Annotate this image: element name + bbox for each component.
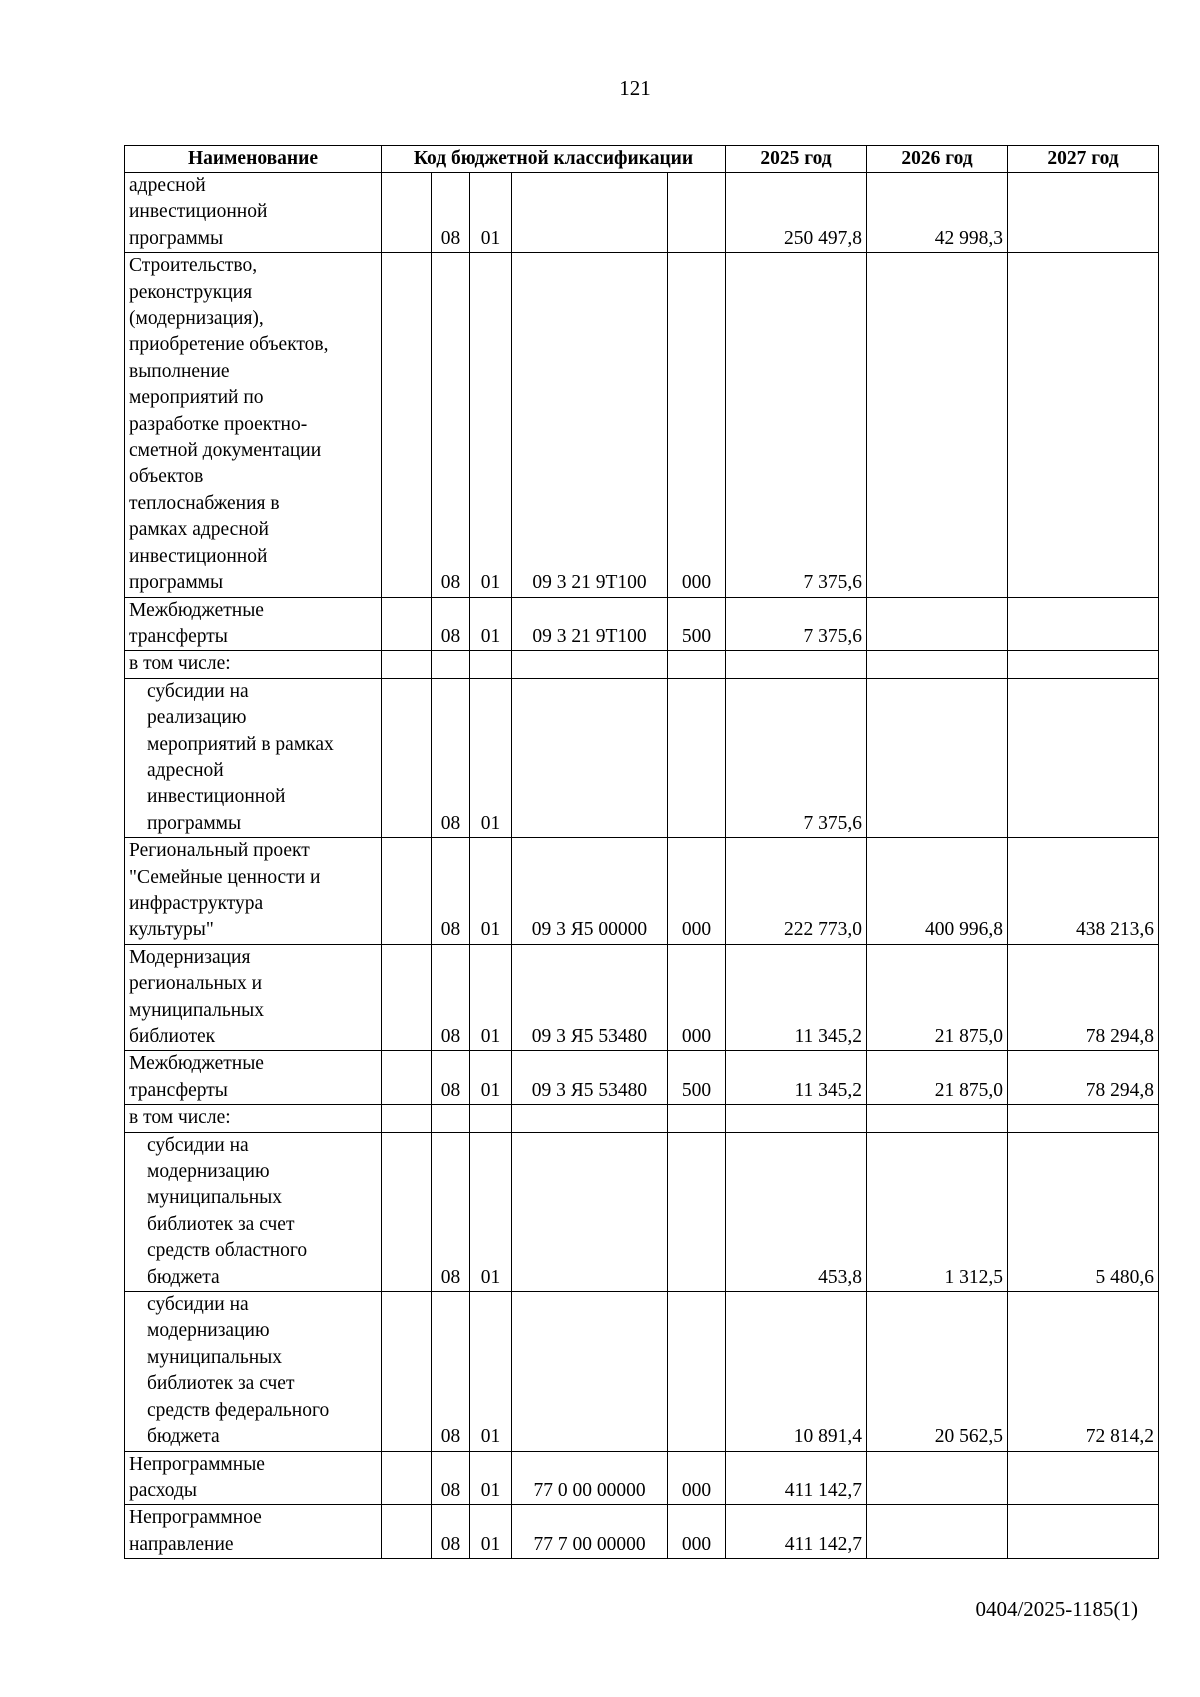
table-row [125, 1051, 1159, 1105]
table-row [125, 838, 1159, 945]
table-row [125, 1505, 1159, 1559]
row-code-subsection: 01 [470, 838, 512, 945]
row-code-target: 09 3 21 9Т100 [512, 253, 668, 597]
table-body [125, 173, 1159, 1559]
document-id: 0404/2025-1185(1) [975, 1597, 1138, 1621]
table-row [125, 1132, 1159, 1291]
table-row [125, 944, 1159, 1051]
row-code-1 [382, 1051, 432, 1105]
row-code-1 [382, 944, 432, 1051]
row-code-1 [382, 1292, 432, 1451]
table-row [125, 1451, 1159, 1505]
row-value-2025: 250 497,8 [726, 173, 867, 253]
row-value-2026 [867, 1505, 1008, 1559]
row-code-expense-type: 000 [668, 1505, 726, 1559]
row-code-1 [382, 838, 432, 945]
header-2027: 2027 год [1008, 146, 1159, 173]
table-row [125, 173, 1159, 253]
row-code-section: 08 [432, 1132, 470, 1291]
row-code-expense-type: 000 [668, 944, 726, 1051]
row-value-2025: 7 375,6 [726, 253, 867, 597]
table-row [125, 651, 1159, 678]
row-value-2025: 10 891,4 [726, 1292, 867, 1451]
row-value-2027 [1008, 597, 1159, 651]
row-name: субсидии на реализацию мероприятий в рамках адресной инвестиционной программы [125, 678, 382, 837]
row-code-target: 09 3 Я5 00000 [512, 838, 668, 945]
row-name: субсидии на модернизацию муниципальных библиотек за счет средств областного бюджета [125, 1132, 382, 1291]
page-number: 121 [619, 76, 651, 100]
row-value-2025: 411 142,7 [726, 1505, 867, 1559]
row-code-section [432, 651, 470, 678]
row-code-expense-type: 500 [668, 597, 726, 651]
row-code-expense-type: 000 [668, 838, 726, 945]
row-code-target [512, 1132, 668, 1291]
table-row [125, 678, 1159, 837]
table-row [125, 597, 1159, 651]
row-value-2027 [1008, 173, 1159, 253]
row-name: Строительство, реконструкция (модернизация), приобретение объектов, выполнение мероприятий по разработке проектно- сметной документации объектов теплоснабжения в рамках адресной инвестиционной программы [125, 253, 382, 597]
row-value-2026 [867, 678, 1008, 837]
table-row [125, 1105, 1159, 1132]
header-2026: 2026 год [867, 146, 1008, 173]
row-value-2026 [867, 651, 1008, 678]
row-code-target [512, 678, 668, 837]
row-name: субсидии на модернизацию муниципальных библиотек за счет средств федерального бюджета [125, 1292, 382, 1451]
row-code-subsection [470, 1105, 512, 1132]
row-code-subsection: 01 [470, 678, 512, 837]
row-code-target [512, 1105, 668, 1132]
row-value-2026 [867, 1451, 1008, 1505]
row-code-expense-type [668, 678, 726, 837]
row-code-expense-type [668, 1132, 726, 1291]
row-code-target [512, 173, 668, 253]
row-code-1 [382, 1105, 432, 1132]
row-value-2026: 21 875,0 [867, 1051, 1008, 1105]
row-code-section: 08 [432, 173, 470, 253]
row-code-subsection: 01 [470, 253, 512, 597]
row-code-target [512, 1292, 668, 1451]
row-name: в том числе: [125, 651, 382, 678]
row-value-2025: 11 345,2 [726, 1051, 867, 1105]
table-row [125, 253, 1159, 597]
row-code-expense-type: 000 [668, 1451, 726, 1505]
row-code-expense-type: 500 [668, 1051, 726, 1105]
row-value-2025: 7 375,6 [726, 597, 867, 651]
row-code-subsection: 01 [470, 1051, 512, 1105]
row-code-1 [382, 1505, 432, 1559]
row-code-subsection: 01 [470, 1451, 512, 1505]
row-code-expense-type [668, 1105, 726, 1132]
row-name: адресной инвестиционной программы [125, 173, 382, 253]
row-value-2027 [1008, 1451, 1159, 1505]
header-code: Код бюджетной классификации [382, 146, 726, 173]
row-code-subsection: 01 [470, 944, 512, 1051]
row-name: Межбюджетные трансферты [125, 597, 382, 651]
row-value-2026 [867, 253, 1008, 597]
row-code-target: 09 3 21 9Т100 [512, 597, 668, 651]
row-value-2025 [726, 651, 867, 678]
row-name: Межбюджетные трансферты [125, 1051, 382, 1105]
row-code-section: 08 [432, 1292, 470, 1451]
row-code-subsection: 01 [470, 597, 512, 651]
row-value-2027 [1008, 678, 1159, 837]
row-value-2027: 78 294,8 [1008, 1051, 1159, 1105]
row-code-expense-type [668, 1292, 726, 1451]
row-value-2027 [1008, 1505, 1159, 1559]
row-code-section: 08 [432, 253, 470, 597]
row-value-2026: 42 998,3 [867, 173, 1008, 253]
row-code-target: 09 3 Я5 53480 [512, 944, 668, 1051]
row-code-expense-type [668, 651, 726, 678]
row-code-target: 77 0 00 00000 [512, 1451, 668, 1505]
row-code-subsection: 01 [470, 1292, 512, 1451]
table-row [125, 1292, 1159, 1451]
row-code-subsection: 01 [470, 173, 512, 253]
row-name: Непрограммные расходы [125, 1451, 382, 1505]
row-code-section: 08 [432, 678, 470, 837]
row-code-section: 08 [432, 1505, 470, 1559]
row-code-subsection [470, 651, 512, 678]
row-value-2027: 438 213,6 [1008, 838, 1159, 945]
row-code-1 [382, 597, 432, 651]
row-code-section: 08 [432, 944, 470, 1051]
row-code-target [512, 651, 668, 678]
row-code-1 [382, 678, 432, 837]
budget-table [124, 145, 1159, 1559]
row-value-2027: 72 814,2 [1008, 1292, 1159, 1451]
row-name: Региональный проект "Семейные ценности и инфраструктура культуры" [125, 838, 382, 945]
row-value-2025: 11 345,2 [726, 944, 867, 1051]
row-value-2026: 21 875,0 [867, 944, 1008, 1051]
row-code-target: 09 3 Я5 53480 [512, 1051, 668, 1105]
row-code-1 [382, 173, 432, 253]
row-code-section: 08 [432, 597, 470, 651]
row-code-1 [382, 1132, 432, 1291]
row-value-2025 [726, 1105, 867, 1132]
row-value-2026: 1 312,5 [867, 1132, 1008, 1291]
row-value-2027 [1008, 1105, 1159, 1132]
row-code-section: 08 [432, 838, 470, 945]
row-code-1 [382, 651, 432, 678]
row-value-2026: 20 562,5 [867, 1292, 1008, 1451]
row-code-expense-type [668, 173, 726, 253]
table-header-row [125, 146, 1159, 173]
row-value-2027: 5 480,6 [1008, 1132, 1159, 1291]
row-code-section: 08 [432, 1051, 470, 1105]
row-value-2026 [867, 1105, 1008, 1132]
row-value-2025: 7 375,6 [726, 678, 867, 837]
row-value-2026 [867, 597, 1008, 651]
row-code-section [432, 1105, 470, 1132]
row-code-section: 08 [432, 1451, 470, 1505]
header-name: Наименование [125, 146, 382, 173]
row-value-2025: 453,8 [726, 1132, 867, 1291]
row-code-expense-type: 000 [668, 253, 726, 597]
header-2025: 2025 год [726, 146, 867, 173]
row-value-2027: 78 294,8 [1008, 944, 1159, 1051]
row-value-2026: 400 996,8 [867, 838, 1008, 945]
row-code-1 [382, 253, 432, 597]
row-code-subsection: 01 [470, 1132, 512, 1291]
row-code-subsection: 01 [470, 1505, 512, 1559]
row-code-1 [382, 1451, 432, 1505]
row-name: Непрограммное направление [125, 1505, 382, 1559]
row-value-2025: 411 142,7 [726, 1451, 867, 1505]
row-value-2027 [1008, 253, 1159, 597]
row-name: в том числе: [125, 1105, 382, 1132]
row-value-2027 [1008, 651, 1159, 678]
row-value-2025: 222 773,0 [726, 838, 867, 945]
row-code-target: 77 7 00 00000 [512, 1505, 668, 1559]
row-name: Модернизация региональных и муниципальных библиотек [125, 944, 382, 1051]
